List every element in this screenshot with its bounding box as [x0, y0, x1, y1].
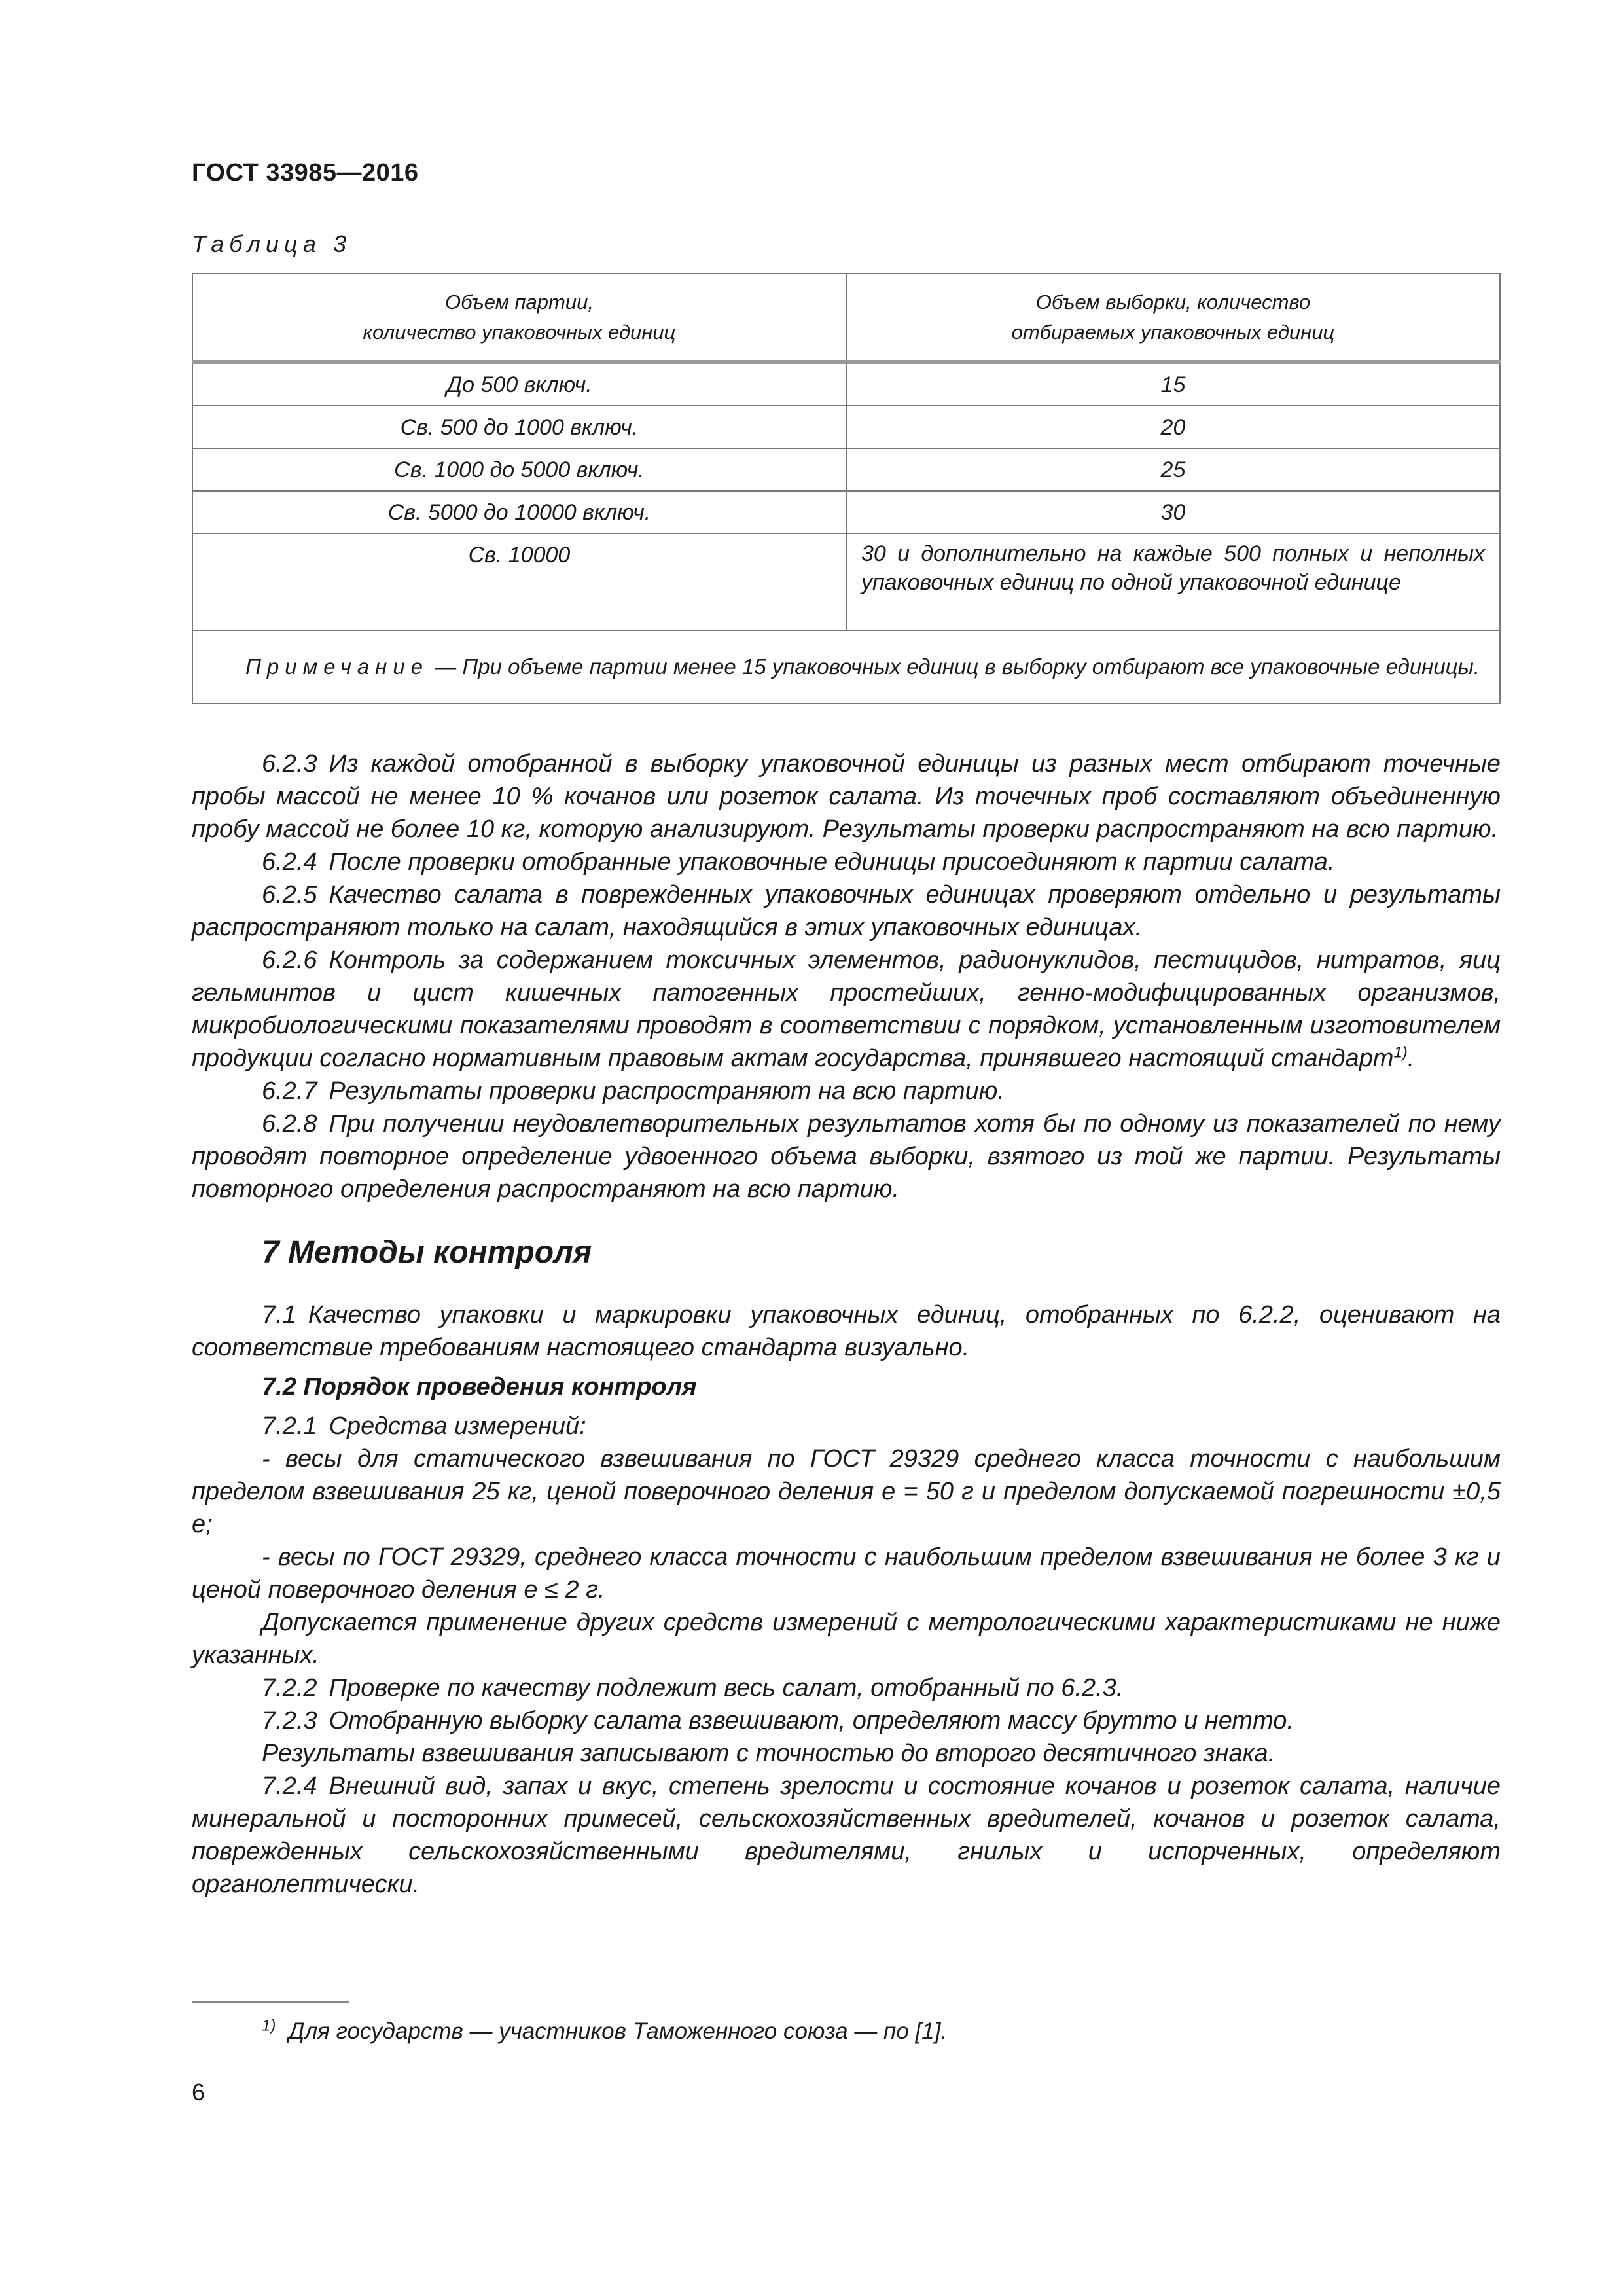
paragraph-7-2-4: 7.2.4 Внешний вид, запах и вкус, степень зрелости и состояние кочанов и розеток салата, наличие минеральной и посторонних примесей, сельскохозяйственных вредителей, кочанов и розеток салата, поврежденных сельскохозяйственными вредителями, гнилых и испорченных, определяют органолептически.	[192, 1772, 1501, 1898]
column-header-sample-size: Объем выборки, количество отбираемых упаковочных единиц	[846, 274, 1500, 362]
list-item: - весы для статического взвешивания по ГОСТ 29329 среднего класса точности с наибольшим пределом взвешивания 25 кг, ценой поверочного деления е = 50 г и пределом допускаемой погрешности ±0,5 е;	[192, 1445, 1501, 1538]
table-note	[192, 630, 1500, 704]
paragraph-7-2-2: 7.2.2 Проверке по качеству подлежит весь салат, отобранный по 6.2.3.	[262, 1674, 1124, 1702]
column-header-lot-size: Объем партии, количество упаковочных единиц	[192, 274, 846, 362]
table-header-row	[192, 274, 1500, 362]
footnote	[262, 2017, 947, 2047]
document-body	[192, 747, 1501, 1901]
sample-cell: 15	[846, 362, 1500, 406]
sample-cell: 25	[846, 448, 1500, 491]
table-label: Таблица 3	[192, 230, 352, 257]
table-note-row	[192, 630, 1500, 704]
paragraph-6-2-6: 6.2.6 Контроль за содержанием токсичных элементов, радионуклидов, пестицидов, нитратов, яиц гельминтов и цист кишечных патогенных простейших, генно-модифицированных организмов, микробиологическими показателями проводят в соответствии с порядком, установленным изготовителем продукции согласно нормативным правовым актам государства, принявшего настоящий стандарт$^{1)}$.	[192, 946, 1501, 1072]
paragraph-6-2-7: 6.2.7 Результаты проверки распространяют на всю партию.	[262, 1077, 1005, 1105]
paragraph-allowance: Допускается применение других средств измерений с метрологическими характеристиками не ниже указанных.	[192, 1609, 1501, 1669]
page-number: 6	[192, 2079, 205, 2106]
footnote-reference: 1)	[1393, 1043, 1408, 1062]
paragraph-6-2-4: 6.2.4 После проверки отобранные упаковочные единицы присоединяют к партии салата.	[262, 848, 1335, 876]
lot-cell: До 500 включ.	[192, 362, 846, 406]
section-7-2-heading: 7.2 Порядок проведения контроля	[262, 1373, 697, 1401]
paragraph-7-2-3: 7.2.3 Отобранную выборку салата взвешивают, определяют массу брутто и нетто.	[262, 1707, 1294, 1734]
footnote-separator	[192, 2001, 349, 2003]
lot-cell: Св. 5000 до 10000 включ.	[192, 491, 846, 533]
sample-cell: 30	[846, 491, 1500, 533]
lot-cell: Св. 500 до 1000 включ.	[192, 406, 846, 448]
table-row	[192, 491, 1500, 533]
lot-cell: Св. 1000 до 5000 включ.	[192, 448, 846, 491]
paragraph-6-2-3: 6.2.3 Из каждой отобранной в выборку упаковочной единицы из разных мест отбирают точечные пробы массой не менее 10 % кочанов или розеток салата. Из точечных проб составляют объединенную пробу массой не более 10 кг, которую анализируют. Результаты проверки распространяют на всю партию.	[192, 750, 1501, 843]
table-row	[192, 406, 1500, 448]
sample-cell: 30 и дополнительно на каждые 500 полных и неполных упаковочных единиц по одной упаковочной единице	[846, 533, 1500, 630]
lot-cell: Св. 10000	[192, 533, 846, 630]
sample-cell: 20	[846, 406, 1500, 448]
paragraph-7-2-1: 7.2.1 Средства измерений:	[262, 1412, 586, 1440]
table-row	[192, 533, 1500, 630]
list-item: - весы по ГОСТ 29329, среднего класса точности с наибольшим пределом взвешивания не более 3 кг и ценой поверочного деления е ≤ 2 г.	[192, 1543, 1501, 1604]
table-row	[192, 362, 1500, 406]
paragraph-7-1: 7.1 Качество упаковки и маркировки упаковочных единиц, отобранных по 6.2.2, оценивают на соответствие требованиям настоящего стандарта визуально.	[192, 1301, 1501, 1361]
paragraph-weighing-results: Результаты взвешивания записывают с точностью до второго десятичного знака.	[262, 1740, 1275, 1767]
paragraph-6-2-8: 6.2.8 При получении неудовлетворительных результатов хотя бы по одному из показателей по нему проводят повторное определение удвоенного объема выборки, взятого из той же партии. Результаты повторного определения распространяют на всю партию.	[192, 1110, 1501, 1203]
sample-size-table	[192, 273, 1501, 704]
chapter-7-heading: 7 Методы контроля	[262, 1235, 592, 1270]
document-code: ГОСТ 33985—2016	[192, 159, 419, 187]
paragraph-6-2-5: 6.2.5 Качество салата в поврежденных упаковочных единицах проверяют отдельно и результаты распространяют только на салат, находящийся в этих упаковочных единицах.	[192, 881, 1501, 941]
note-label: Примечание	[245, 655, 429, 679]
footnote-mark: 1)	[262, 2017, 276, 2035]
table-row	[192, 448, 1500, 491]
note-text: — При объеме партии менее 15 упаковочных единиц в выборку отбирают все упаковочные единицы.	[429, 655, 1480, 679]
footnote-text: Для государств — участников Таможенного союза — по [1].	[288, 2018, 948, 2044]
